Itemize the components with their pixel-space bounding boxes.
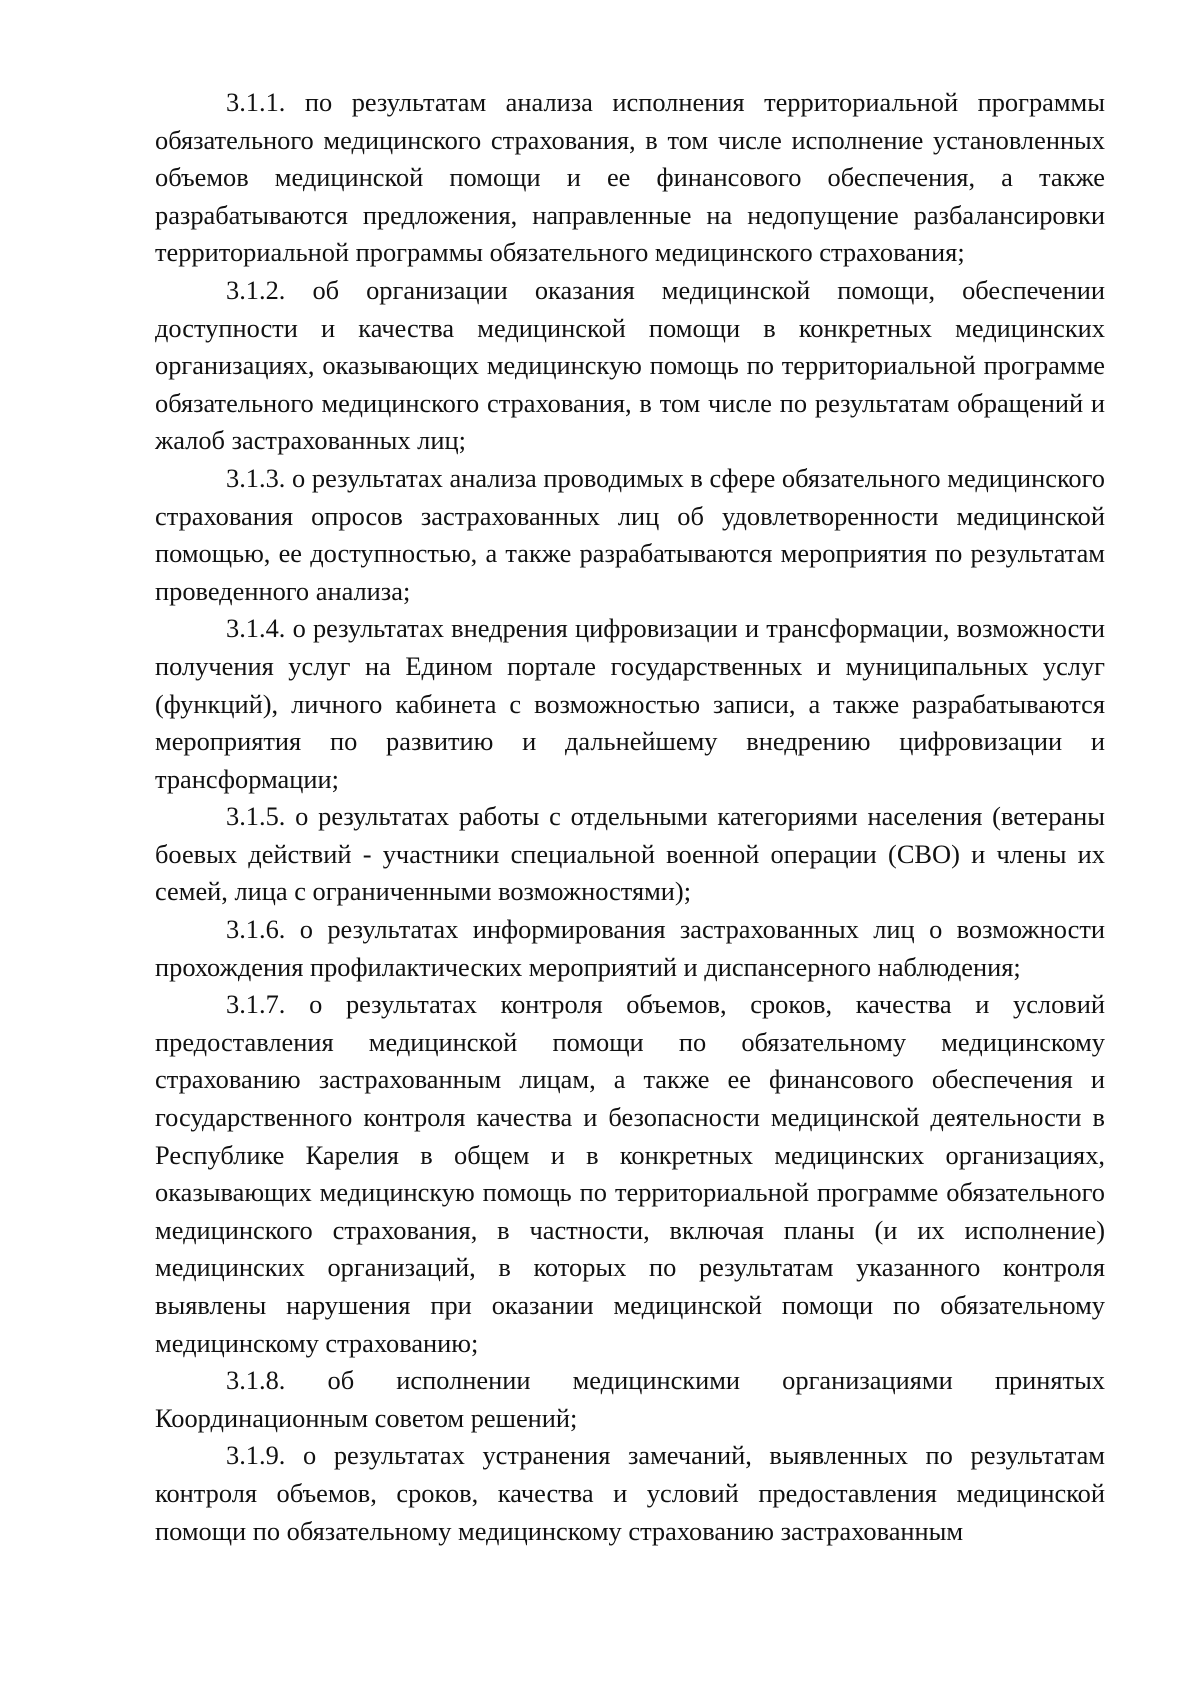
clause-3-1-2 — [155, 272, 1105, 460]
clause-3-1-4 — [155, 610, 1105, 798]
document-body — [155, 84, 1105, 1550]
clause-number: 3.1.5. — [226, 801, 286, 832]
clause-number: 3.1.8. — [226, 1365, 286, 1396]
clause-number: 3.1.6. — [226, 914, 286, 945]
clause-number: 3.1.1. — [226, 87, 286, 117]
clause-text: о результатах информирования застрахованных лиц о возможности прохождения профилактических мероприятий и диспансерного наблюдения; — [155, 914, 1105, 982]
clause-text: об исполнении медицинскими организациями принятых Координационным советом решений; — [155, 1365, 1105, 1433]
clause-text: о результатах устранения замечаний, выявленных по результатам контроля объемов, сроков, качества и условий предоставления медицинской помощи по обязательному медицинскому страхованию застрахованным — [155, 1440, 1105, 1546]
clause-text: о результатах контроля объемов, сроков, качества и условий предоставления медицинской помощи по обязательному медицинскому страхованию застрахованным лицам, а также ее финансового обеспечения и государственного контроля качества и безопасности медицинской деятельности в Республике Карелия в общем и в конкретных медицинских организациях, оказывающих медицинскую помощь по территориальной программе обязательного медицинского страхования, в частности, включая планы (и их исполнение) медицинских организаций, в которых по результатам указанного контроля выявлены нарушения при оказании медицинской помощи по обязательному медицинскому страхованию; — [155, 989, 1105, 1358]
clause-3-1-3 — [155, 460, 1105, 610]
clause-number: 3.1.4. — [226, 613, 286, 644]
clause-number: 3.1.2. — [226, 274, 286, 305]
clause-number: 3.1.9. — [226, 1440, 286, 1471]
clause-number: 3.1.7. — [226, 989, 286, 1020]
clause-3-1-1 — [155, 84, 1105, 272]
clause-text: по результатам анализа исполнения территориальной программы обязательного медицинского страхования, в том числе исполнение установленных объемов медицинской помощи и ее финансового обеспечения, а также разрабатываются предложения, направленные на недопущение разбалансировки территориальной программы обязательного медицинского страхования; — [155, 87, 1105, 268]
clause-text: об организации оказания медицинской помощи, обеспечении доступности и качества медицинской помощи в конкретных медицинских организациях, оказывающих медицинскую помощь по территориальной программе обязательного медицинского страхования, в том числе по результатам обращений и жалоб застрахованных лиц; — [155, 274, 1105, 456]
clause-text: о результатах внедрения цифровизации и трансформации, возможности получения услуг на Едином портале государственных и муниципальных услуг (функций), личного кабинета с возможностью записи, а также разрабатываются мероприятия по развитию и дальнейшему внедрению цифровизации и трансформации; — [155, 613, 1105, 794]
clause-3-1-6 — [155, 911, 1105, 986]
clause-number: 3.1.3. — [226, 462, 286, 493]
clause-3-1-8 — [155, 1362, 1105, 1437]
clause-text: о результатах анализа проводимых в сфере обязательного медицинского страхования опросов застрахованных лиц об удовлетворенности медицинской помощью, ее доступностью, а также разрабатываются мероприятия по результатам проведенного анализа; — [155, 462, 1105, 606]
clause-3-1-9 — [155, 1437, 1105, 1550]
clause-3-1-5 — [155, 798, 1105, 911]
clause-text: о результатах работы с отдельными категориями населения (ветераны боевых действий - участники специальной военной операции (СВО) и члены их семей, лица с ограниченными возможностями); — [155, 801, 1105, 907]
clause-3-1-7 — [155, 986, 1105, 1362]
